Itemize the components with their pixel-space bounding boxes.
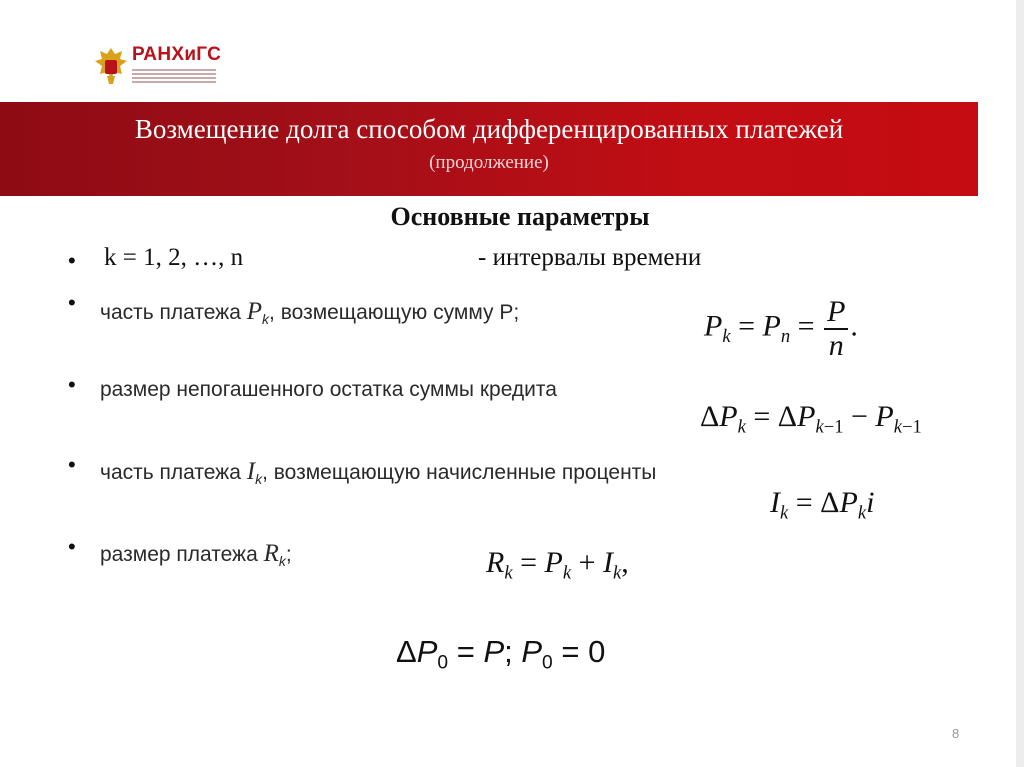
formula-initial-conditions: $\Delta P_0 = P$; $P_0 = 0$ — [396, 634, 606, 674]
logo — [94, 44, 224, 90]
header-band — [0, 102, 978, 196]
formula-remaining-balance: $\Delta P_k = \Delta P_{k-1} - P_{k-1}$ — [700, 400, 922, 438]
formula-interest-part: $I_k = \Delta P_ki$ — [770, 486, 875, 524]
slide-subtitle: (продолжение) — [429, 152, 549, 173]
formula-principal-part: $P_k = P_n$ = $\frac{P}{n}$ . — [704, 295, 858, 362]
bullet-1-note: - интервалы времени — [478, 244, 702, 271]
logo-text: РАНХиГС — [132, 44, 222, 65]
logo-subtitle-lines — [132, 69, 216, 85]
page-number: 8 — [952, 726, 960, 741]
eagle-emblem-icon — [94, 46, 128, 86]
bullet-1-text: k = 1, 2, …, n — [104, 244, 244, 271]
bullet-2-text: часть платежа $P_k$, возмещающую сумму P; — [100, 298, 520, 328]
bullet-marker: • — [68, 372, 76, 397]
bullet-marker: • — [68, 534, 76, 559]
bullet-3-text: размер непогашенного остатка суммы кредита — [100, 378, 557, 401]
bullet-marker: • — [68, 248, 76, 273]
bullet-marker: • — [68, 290, 76, 315]
section-heading: Основные параметры — [390, 202, 650, 231]
formula-payment: $R_k = P_k + I_k$, — [486, 546, 629, 584]
bullet-5-text: размер платежа $R_k$; — [100, 540, 292, 570]
bullet-4-text: часть платежа $I_k$, возмещающую начисленные проценты — [100, 458, 657, 488]
slide-title: Возмещение долга способом дифференцированных платежей — [134, 114, 844, 144]
bullet-marker: • — [68, 452, 76, 477]
